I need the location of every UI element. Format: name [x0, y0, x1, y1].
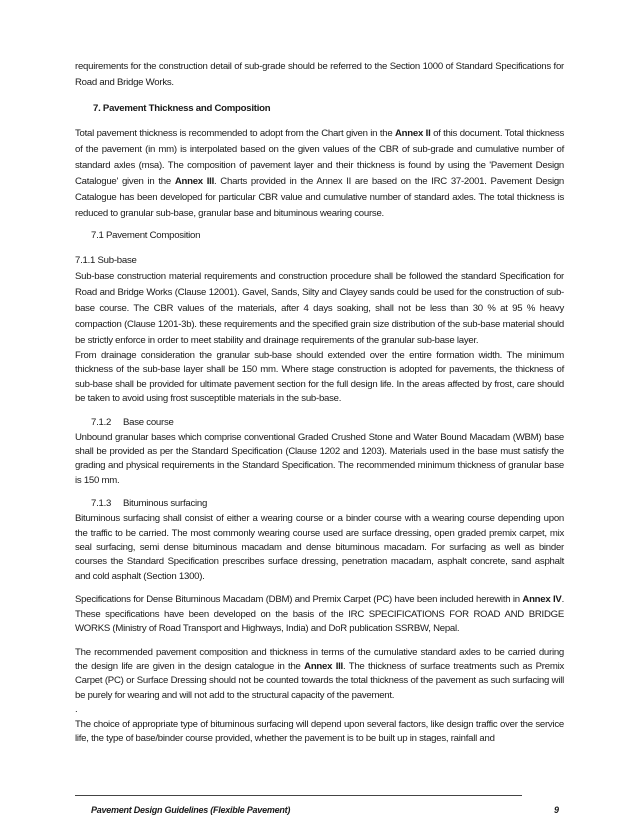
section-7-1-1-heading: 7.1.1 Sub-base	[75, 255, 137, 266]
section-7-paragraph: Total pavement thickness is recommended to adopt from the Chart given in the Annex II of this document. Total thickness of the pavement (in mm) is interpolated based on the given values of the CBR of sub-grade and cumulative number of standard axles (msa). The composition of pavement layer and their thickness is found by using the 'Pavement Design Catalogue' given in the Annex III. Charts provided in the Annex II are based on the IRC 37-2001. Pavement Design Catalogue has been developed for particular CBR value and cumulative number of standard axles. The total thickness is reduced to granular sub-base, granular base and bituminous wearing course.	[75, 128, 564, 219]
page-body	[75, 59, 564, 746]
section-7-1-2-heading: 7.1.2 Base course	[91, 416, 174, 428]
annex-ii-ref: Annex II	[395, 128, 431, 139]
annex-iii-ref-2: Annex III	[304, 660, 343, 672]
section-7-1-3-heading: 7.1.3 Bituminous surfacing	[91, 498, 208, 510]
base-course-paragraph: Unbound granular bases which comprise conventional Graded Crushed Stone and Water Bound Macadam (WBM) base shall be provided as per the Standard Specification (Clause 1202 and 1203). Materials used in the base must satisfy the grading and physical requirements in the Standard Specification. The recommended minimum thickness of granular base is 150 mm.	[75, 431, 564, 486]
footer-rule	[75, 795, 522, 796]
annex-iii-ref: Annex III	[174, 176, 215, 187]
sub-base-paragraph-2: From drainage consideration the granular sub-base should extended over the entire formation width. The minimum thickness of the sub-base layer shall be 150 mm. Where stage construction is adopted for pavements, the thickness of sub-base shall be provided for ultimate pavement section for the full design life. In the areas affected by frost, care should be taken to avoid using frost susceptible materials in the sub-base.	[75, 350, 564, 405]
bituminous-paragraph-1: Bituminous surfacing shall consist of either a wearing course or a binder course with a wearing course depending upon the traffic to be carried. The most commonly wearing course used are surface dressing, open graded premix carpet, mix seal surfacing, semi dense bituminous macadam and dense bituminous macadam. For surfacing as well as binder courses the Standard Specification prescribes surface dressing, penetration macadam, asphalt concrete, sand asphalt and cold asphalt (Section 1300).	[75, 513, 564, 582]
section-7-1-heading: 7.1 Pavement Composition	[91, 230, 201, 241]
bituminous-paragraph-2: Specifications for Dense Bituminous Macadam (DBM) and Premix Carpet (PC) have been included herewith in Annex IV. These specifications have been developed on the basis of the IRC SPECIFICATIONS FOR ROAD AND BRIDGE WORKS (Ministry of Road Transport and Highways, India) and DoR publication SSRBW, Nepal.	[75, 594, 564, 635]
footer-title: Pavement Design Guidelines (Flexible Pavement)	[91, 805, 291, 815]
annex-iv-ref: Annex IV	[522, 594, 562, 606]
bituminous-paragraph-3: The recommended pavement composition and thickness in terms of the cumulative standard axles to be carried during the design life are given in the design catalogue in the Annex III. The thickness of surface treatments such as Premix Carpet (PC) or Surface Dressing should not be counted towards the total thickness of the pavement as such surfacing will be purely for wearing and will not add to the structural capacity of the pavement.	[75, 646, 564, 701]
sub-base-paragraph-1: Sub-base construction material requirements and construction procedure shall be followed the standard Specification for Road and Bridge Works (Clause 12001). Gavel, Sands, Silty and Clayey sands could be used for the construction of sub-base course. The CBR values of the materials, after 4 days soaking, shall not be less than 30 % at 95 % heavy compaction (Clause 1201-3b). these requirements and the specified grain size distribution of the sub-base material should be strictly enforce in order to meet stability and drainage requirements of the granular sub-base layer.	[75, 271, 564, 346]
section-7-heading: 7. Pavement Thickness and Composition	[93, 103, 271, 114]
separator-dot: .	[75, 704, 78, 716]
intro-paragraph: requirements for the construction detail of sub-grade should be referred to the Section 1000 of Standard Specifications for Road and Bridge Works.	[75, 61, 564, 88]
bituminous-paragraph-4: The choice of appropriate type of bituminous surfacing will depend upon several factors, like design traffic over the service life, the type of base/binder course provided, whether the pavement is to be built up in stages, rainfall and	[75, 718, 564, 744]
page-number: 9	[554, 805, 559, 815]
